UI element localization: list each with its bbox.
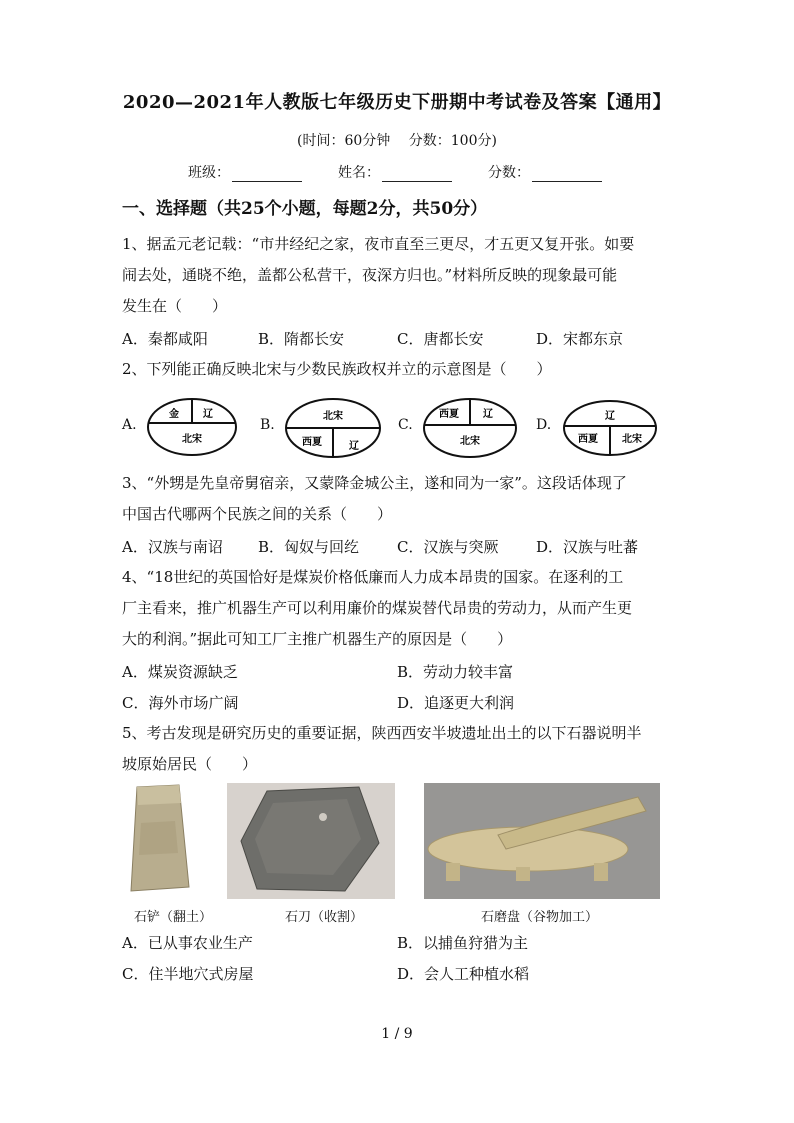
class-blank — [232, 167, 302, 182]
score-blank — [532, 167, 602, 182]
map-diagram-d — [562, 399, 658, 457]
stone-knife-caption: 石刀（收割） — [285, 910, 364, 925]
name-blank — [382, 167, 452, 182]
option-a-letter: A. — [122, 417, 137, 433]
option-c: C．住半地穴式房屋 — [122, 965, 254, 983]
millstone-photo — [424, 783, 660, 899]
map-diagram-b — [284, 397, 382, 459]
stone-knife-photo — [227, 783, 395, 899]
question-line: 发生在（ ） — [122, 297, 228, 315]
option-b-letter: B. — [260, 417, 275, 433]
region-label: 辽 — [483, 409, 493, 420]
option-d: D．会人工种植水稻 — [397, 965, 530, 983]
section-heading: 一、选择题（共25个小题，每题2分，共50分） — [122, 199, 488, 219]
name-label: 姓名： — [338, 165, 380, 181]
option-a: A．汉族与南诏 — [122, 538, 223, 556]
question-line: 大的利润。”据此可知工厂主推广机器生产的原因是（ ） — [122, 630, 513, 648]
question-line: 1、据孟元老记载：“市井经纪之家，夜市直至三更尽，才五更又复开张。如要 — [122, 235, 635, 253]
region-label: 辽 — [203, 409, 213, 420]
region-label: 西夏 — [439, 409, 459, 420]
option-d: D．追逐更大利润 — [397, 694, 515, 712]
option-d: D．宋都东京 — [536, 330, 624, 348]
question-line: 坡原始居民（ ） — [122, 755, 258, 773]
question-3 — [122, 468, 682, 530]
page-title: 2020—2021年人教版七年级历史下册期中考试卷及答案【通用】 — [122, 92, 672, 113]
region-label: 北宋 — [622, 434, 642, 445]
millstone-caption: 石磨盘（谷物加工） — [481, 910, 599, 925]
region-label: 北宋 — [460, 436, 480, 447]
question-line: 5、考古发现是研究历史的重要证据，陕西西安半坡遗址出土的以下石器说明半 — [122, 724, 642, 742]
option-b: B．隋都长安 — [258, 330, 345, 348]
class-label: 班级： — [188, 165, 230, 181]
map-diagram-c — [422, 397, 518, 459]
name-field — [338, 162, 452, 182]
region-label: 北宋 — [323, 411, 343, 422]
option-a: A．秦都咸阳 — [122, 330, 208, 348]
option-a: A．已从事农业生产 — [122, 934, 253, 952]
question-line: 4、“18世纪的英国恰好是煤炭价格低廉而人力成本昂贵的国家。在逐利的工 — [122, 568, 624, 586]
region-label: 西夏 — [578, 434, 598, 445]
map-diagram-a — [146, 397, 238, 457]
page-number: 1 / 9 — [381, 1026, 413, 1042]
region-label: 辽 — [349, 441, 359, 452]
question-2-diagrams — [122, 397, 682, 459]
option-d: D．汉族与吐蕃 — [536, 538, 639, 556]
option-d-letter: D. — [536, 417, 552, 433]
option-a: A．煤炭资源缺乏 — [122, 663, 238, 681]
question-2 — [122, 354, 682, 385]
student-info-row — [188, 162, 638, 182]
class-field — [188, 162, 302, 182]
option-b: B．以捕鱼狩猎为主 — [397, 934, 529, 952]
option-c-letter: C. — [398, 417, 413, 433]
region-label: 西夏 — [302, 437, 322, 448]
option-c: C．唐都长安 — [397, 330, 484, 348]
score-label: 分数： — [488, 165, 530, 181]
option-c: C．汉族与突厥 — [397, 538, 499, 556]
question-1 — [122, 229, 682, 322]
question-line: 2、下列能正确反映北宋与少数民族政权并立的示意图是（ ） — [122, 360, 552, 378]
stone-shovel-caption: 石铲（翻土） — [134, 910, 213, 925]
option-b: B．劳动力较丰富 — [397, 663, 514, 681]
region-label: 金 — [169, 409, 179, 420]
stone-shovel-photo — [123, 783, 199, 899]
question-line: 闹去处，通晓不绝，盖都公私营干，夜深方归也。”材料所反映的现象最可能 — [122, 266, 618, 284]
option-c: C．海外市场广阔 — [122, 694, 239, 712]
exam-time-score: (时间：60分钟 分数：100分) — [297, 133, 497, 149]
option-b: B．匈奴与回纥 — [258, 538, 360, 556]
question-4 — [122, 562, 682, 655]
score-field — [488, 162, 602, 182]
region-label: 辽 — [605, 411, 615, 422]
question-line: 3、“外甥是先皇帝舅宿亲，又蒙降金城公主，遂和同为一家”。这段话体现了 — [122, 474, 627, 492]
question-5 — [122, 718, 682, 780]
question-line: 中国古代哪两个民族之间的关系（ ） — [122, 505, 393, 523]
region-label: 北宋 — [182, 434, 202, 445]
question-line: 厂主看来，推广机器生产可以利用廉价的煤炭替代昂贵的劳动力，从而产生更 — [122, 599, 633, 617]
